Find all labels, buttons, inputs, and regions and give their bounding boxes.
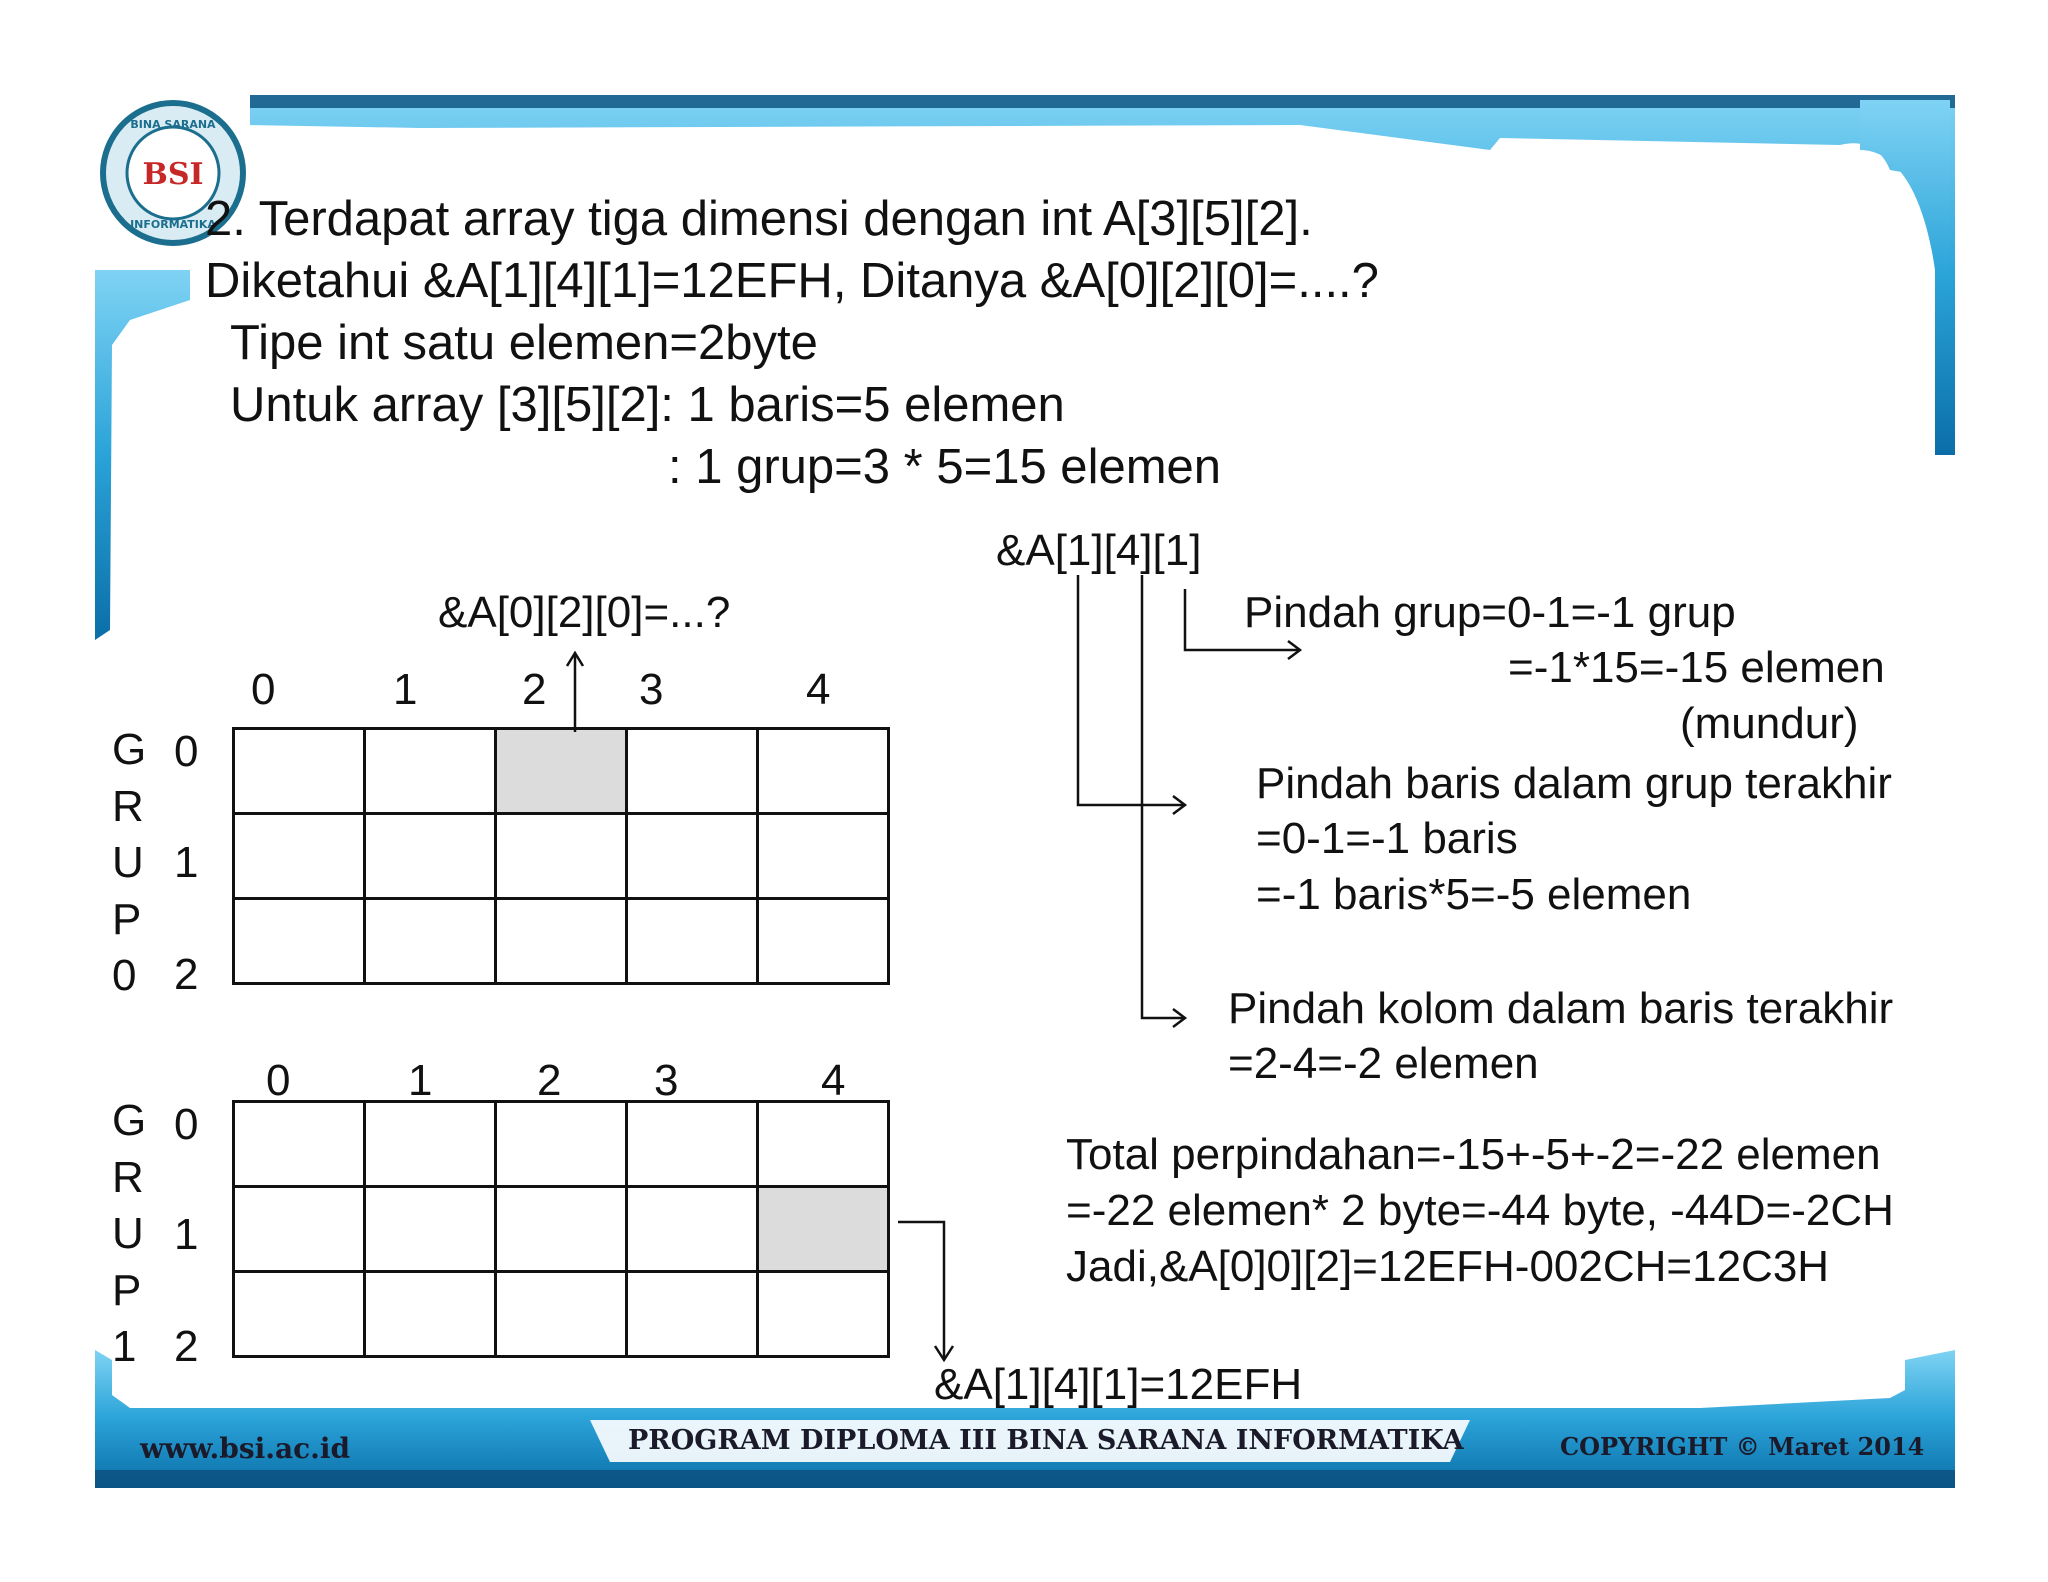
explanation-col-line-1: Pindah kolom dalam baris terakhir (1228, 984, 1894, 1033)
grid-cell (496, 1187, 627, 1272)
table-row (234, 729, 889, 814)
group1-row-label: 1 (174, 1210, 199, 1259)
grid-cell (234, 1272, 365, 1357)
grid-cell (234, 1102, 365, 1187)
group1-col-header: 1 (408, 1056, 433, 1105)
logo-text-top: BINA SARANA (130, 118, 216, 131)
known-cell-connector (898, 1218, 958, 1368)
grid-cell (758, 1102, 889, 1187)
known-address-label: &A[1][4][1] (996, 526, 1202, 575)
group0-side-label: G R U P 0 (112, 725, 147, 1000)
grid-cell (496, 1272, 627, 1357)
grid-cell (365, 729, 496, 814)
highlighted-cell (758, 1187, 889, 1272)
group0-col-header: 0 (251, 665, 276, 714)
grid-cell (234, 1187, 365, 1272)
group0-col-header: 1 (393, 665, 418, 714)
group1-col-header: 0 (266, 1056, 291, 1105)
grid-cell (758, 899, 889, 984)
left-frame-bar (95, 270, 190, 640)
group1-row-label: 0 (174, 1100, 199, 1149)
target-up-arrow-icon (560, 650, 590, 734)
grid-cell (627, 1102, 758, 1187)
explanation-group-line-1: Pindah grup=0-1=-1 grup (1244, 588, 1736, 637)
table-row (234, 1272, 889, 1357)
explanation-total-line-2: =-22 elemen* 2 byte=-44 byte, -44D=-2CH (1066, 1186, 1894, 1235)
explanation-row-line-2: =0-1=-1 baris (1256, 814, 1518, 863)
explanation-col-line-2: =2-4=-2 elemen (1228, 1039, 1539, 1088)
grid-cell (496, 1102, 627, 1187)
explanation-total-line-1: Total perpindahan=-15+-5+-2=-22 elemen (1066, 1130, 1881, 1179)
grid-cell (758, 729, 889, 814)
explanation-group-line-2: =-1*15=-15 elemen (1508, 643, 1885, 692)
group0-row-label: 0 (174, 727, 199, 776)
known-address-value-label: &A[1][4][1]=12EFH (934, 1360, 1303, 1409)
table-row (234, 1102, 889, 1187)
grid-cell (758, 1272, 889, 1357)
group1-row-label: 2 (174, 1322, 199, 1371)
grid-cell (365, 1187, 496, 1272)
grid-cell (758, 814, 889, 899)
highlighted-cell (496, 729, 627, 814)
grid-cell (627, 814, 758, 899)
grid-cell (496, 814, 627, 899)
group1-col-header: 2 (537, 1056, 562, 1105)
group0-row-label: 1 (174, 838, 199, 887)
group0-grid (232, 727, 890, 985)
grid-cell (627, 1272, 758, 1357)
problem-line-5: : 1 grup=3 * 5=15 elemen (668, 440, 1222, 494)
explanation-group-line-3: (mundur) (1680, 699, 1859, 748)
footer-website[interactable]: www.bsi.ac.id (140, 1432, 351, 1465)
group0-row-label: 2 (174, 950, 199, 999)
problem-line-3: Tipe int satu elemen=2byte (230, 316, 818, 370)
group1-col-header: 4 (821, 1056, 846, 1105)
right-frame-curl (1860, 100, 1950, 455)
grid-cell (234, 729, 365, 814)
table-row (234, 814, 889, 899)
group1-side-label: G R U P 1 (112, 1096, 147, 1371)
problem-line-2: Diketahui &A[1][4][1]=12EFH, Ditanya &A[0][2][0]=....? (205, 254, 1379, 308)
logo-mark: BSI (142, 157, 204, 192)
grid-cell (496, 899, 627, 984)
grid-cell (627, 1187, 758, 1272)
group1-col-header: 3 (654, 1056, 679, 1105)
table-row (234, 1187, 889, 1272)
logo-text-bottom: INFORMATIKA (130, 218, 216, 231)
table-row (234, 899, 889, 984)
footer-program: PROGRAM DIPLOMA III BINA SARANA INFORMATIKA (628, 1425, 1464, 1456)
group1-grid (232, 1100, 890, 1358)
problem-line-4: Untuk array [3][5][2]: 1 baris=5 elemen (230, 378, 1065, 432)
grid-cell (627, 899, 758, 984)
group0-col-header: 4 (806, 665, 831, 714)
grid-cell (627, 729, 758, 814)
grid-cell (365, 1272, 496, 1357)
explanation-row-line-3: =-1 baris*5=-5 elemen (1256, 870, 1692, 919)
group0-col-header: 2 (522, 665, 547, 714)
grid-cell (365, 1102, 496, 1187)
grid-cell (365, 814, 496, 899)
footer-copyright: COPYRIGHT © Maret 2014 (1560, 1432, 1925, 1461)
group0-col-header: 3 (639, 665, 664, 714)
problem-line-1: 2. Terdapat array tiga dimensi dengan int A[3][5][2]. (205, 192, 1313, 246)
explanation-total-line-3: Jadi,&A[0]0][2]=12EFH-002CH=12C3H (1066, 1242, 1830, 1291)
target-address-label: &A[0][2][0]=...? (438, 588, 731, 637)
grid-cell (365, 899, 496, 984)
grid-cell (234, 814, 365, 899)
explanation-row-line-1: Pindah baris dalam grup terakhir (1256, 759, 1892, 808)
grid-cell (234, 899, 365, 984)
